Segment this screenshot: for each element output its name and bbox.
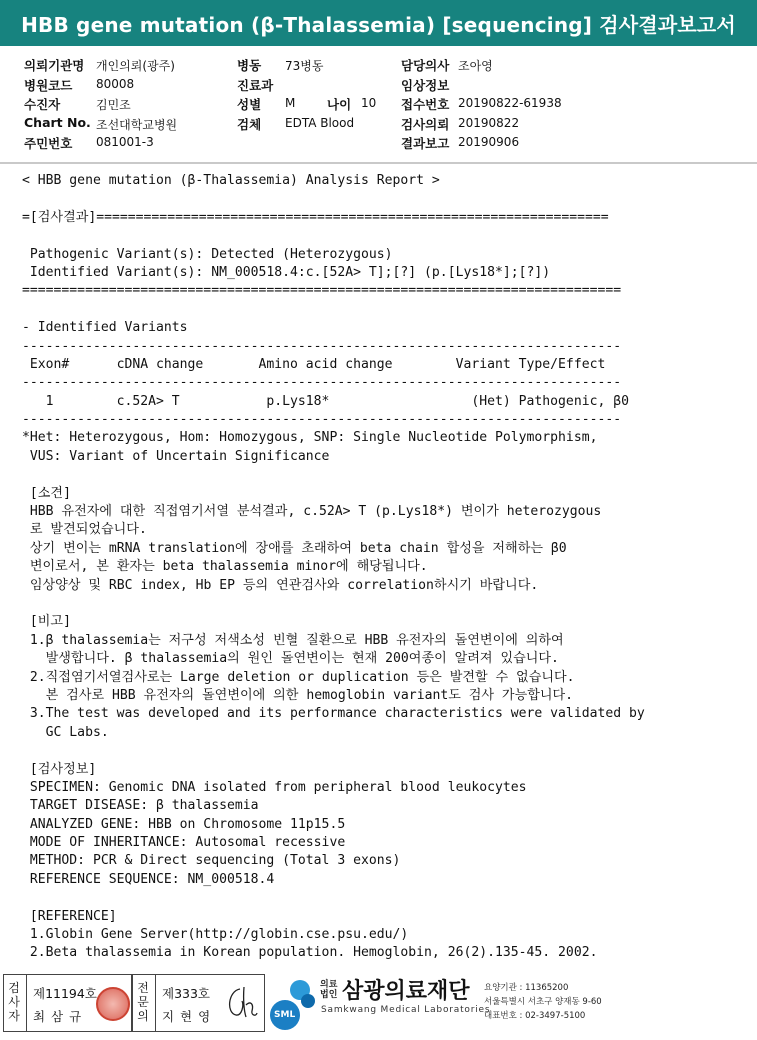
info-value: 20190906 <box>458 135 520 149</box>
examiner-box <box>3 974 133 1032</box>
info-value: 조선대학교병원 <box>96 118 178 132</box>
report-line: [검사정보] <box>22 761 97 777</box>
patient-info-panel <box>0 52 757 156</box>
report-line: 1 c.52A> T p.Lys18* (Het) Pathogenic, β0 <box>22 393 629 409</box>
report-line <box>22 190 742 208</box>
report-line: < HBB gene mutation (β-Thalassemia) Analysis Report > <box>22 173 440 188</box>
info-label: 수진자 <box>24 97 61 112</box>
report-line: [비고] <box>22 614 71 630</box>
seal-stamp-icon <box>96 987 130 1021</box>
report-line: 로 발견되었습니다. <box>22 522 147 538</box>
report-line <box>22 466 742 484</box>
info-label: 병원코드 <box>24 78 73 93</box>
report-line <box>22 301 742 319</box>
org-phone: 대표번호 : 02-3497-5100 <box>484 1011 586 1021</box>
report-line: METHOD: PCR & Direct sequencing (Total 3 exons) <box>22 853 401 869</box>
report-line: TARGET DISEASE: β thalassemia <box>22 798 259 814</box>
report-line: ---------------------------------------------------------------------------- <box>22 412 622 428</box>
info-label: 의뢰기관명 <box>24 58 85 73</box>
report-line: 발생합니다. β thalassemia의 원인 돌연변이는 현재 200여종이 알려져 있습니다. <box>22 651 559 667</box>
report-line: [REFERENCE] <box>22 908 117 924</box>
info-label: 검사의뢰 <box>401 117 450 132</box>
report-line <box>22 889 742 907</box>
report-line: REFERENCE SEQUENCE: NM_000518.4 <box>22 871 275 887</box>
report-line: SPECIMEN: Genomic DNA isolated from peripheral blood leukocytes <box>22 779 527 795</box>
report-line: 2.직접염기서열검사로는 Large deletion or duplication 등은 발견할 수 없습니다. <box>22 669 575 685</box>
report-line: 임상양상 및 RBC index, Hb EP 등의 연관검사와 correlation하시기 바랍니다. <box>22 577 539 593</box>
report-body <box>22 172 742 963</box>
report-line: ---------------------------------------------------------------------------- <box>22 375 622 391</box>
report-line: =[검사결과]================================================================= <box>22 209 609 225</box>
report-title: HBB gene mutation (β-Thalassemia) [sequencing] 검사결과보고서 <box>0 0 757 46</box>
report-line: 2.Beta thalassemia in Korean population. Hemoglobin, 26(2).135-45. 2002. <box>22 945 598 961</box>
info-label: 나이 <box>327 97 352 112</box>
examiner-label: 검 사 자 <box>8 981 20 1023</box>
report-line: 3.The test was developed and its performance characteristics were validated by <box>22 706 645 722</box>
report-line: MODE OF INHERITANCE: Autosomal recessive <box>22 835 346 851</box>
report-line: ============================================================================ <box>22 283 622 299</box>
report-line: Identified Variant(s): NM_000518.4:c.[52A> T];[?] (p.[Lys18*];[?]) <box>22 264 551 280</box>
report-line: HBB 유전자에 대한 직접염기서열 분석결과, c.52A> T (p.Lys18*) 변이가 heterozygous <box>22 504 602 520</box>
info-value: M <box>285 96 296 110</box>
report-line: 1.Globin Gene Server(http://globin.cse.psu.edu/) <box>22 927 409 943</box>
specialist-label: 전 문 의 <box>137 981 149 1023</box>
report-line: 상기 변이는 mRNA translation에 장애를 초래하여 beta chain 합성을 저해하는 β0 <box>22 540 567 556</box>
report-line: 본 검사로 HBB 유전자의 돌연변이에 의한 hemoglobin variant도 검사 가능합니다. <box>22 687 574 703</box>
report-line: [소견] <box>22 485 71 501</box>
report-line: Exon# cDNA change Amino acid change Variant Type/Effect <box>22 356 606 372</box>
report-line: Pathogenic Variant(s): Detected (Heterozygous) <box>22 246 393 262</box>
specialist-box <box>131 974 265 1032</box>
report-line: ---------------------------------------------------------------------------- <box>22 338 622 354</box>
report-line: ANALYZED GENE: HBB on Chromosome 11p15.5 <box>22 816 346 832</box>
info-value: 081001-3 <box>96 135 154 149</box>
report-line <box>22 595 742 613</box>
report-line: VUS: Variant of Uncertain Significance <box>22 448 330 464</box>
report-line <box>22 742 742 760</box>
org-english-name: Samkwang Medical Laboratories <box>321 1005 491 1015</box>
info-value: 조아영 <box>458 59 493 73</box>
signature-icon <box>222 983 258 1023</box>
info-value: 73병동 <box>285 59 324 73</box>
divider <box>0 162 757 164</box>
info-label: Chart No. <box>24 115 91 130</box>
examiner-license: 제11194호 <box>33 986 97 1001</box>
info-value: 20190822-61938 <box>458 96 562 110</box>
info-value: 김민조 <box>96 98 131 112</box>
org-prefix: 의료법인 <box>320 980 338 1000</box>
info-label: 임상정보 <box>401 78 450 93</box>
info-value: EDTA Blood <box>285 116 355 130</box>
info-label: 병동 <box>237 58 262 73</box>
logo-text: SML <box>274 1010 296 1020</box>
divider <box>155 975 156 1031</box>
info-label: 검체 <box>237 117 262 132</box>
report-line <box>22 227 742 245</box>
info-value: 개인의뢰(광주) <box>96 59 175 73</box>
report-line: GC Labs. <box>22 724 109 740</box>
org-address: 서울특별시 서초구 양재동 9-60 <box>484 997 602 1007</box>
org-code: 요양기관 : 11365200 <box>484 983 569 993</box>
info-label: 성별 <box>237 97 262 112</box>
report-line: 변이로서, 본 환자는 beta thalassemia minor에 해당됩니다. <box>22 559 428 575</box>
report-line: *Het: Heterozygous, Hom: Homozygous, SNP: Single Nucleotide Polymorphism, <box>22 430 598 446</box>
org-name: 삼광의료재단 <box>342 979 470 1004</box>
info-label: 접수번호 <box>401 97 450 112</box>
info-label: 담당의사 <box>401 58 450 73</box>
divider <box>26 975 27 1031</box>
specialist-license: 제333호 <box>162 986 211 1001</box>
info-value: 80008 <box>96 77 135 91</box>
info-value: 20190822 <box>458 116 520 130</box>
report-line: 1.β thalassemia는 저구성 저색소성 빈혈 질환으로 HBB 유전자의 돌연변이에 의하여 <box>22 632 564 648</box>
info-label: 결과보고 <box>401 136 450 151</box>
examiner-name: 최 삼 규 <box>33 1009 83 1024</box>
info-value: 10 <box>361 96 377 110</box>
signature-footer <box>0 972 757 1040</box>
report-line: - Identified Variants <box>22 320 188 336</box>
specialist-name: 지 현 영 <box>162 1009 212 1024</box>
info-label: 주민번호 <box>24 136 73 151</box>
info-label: 진료과 <box>237 78 274 93</box>
